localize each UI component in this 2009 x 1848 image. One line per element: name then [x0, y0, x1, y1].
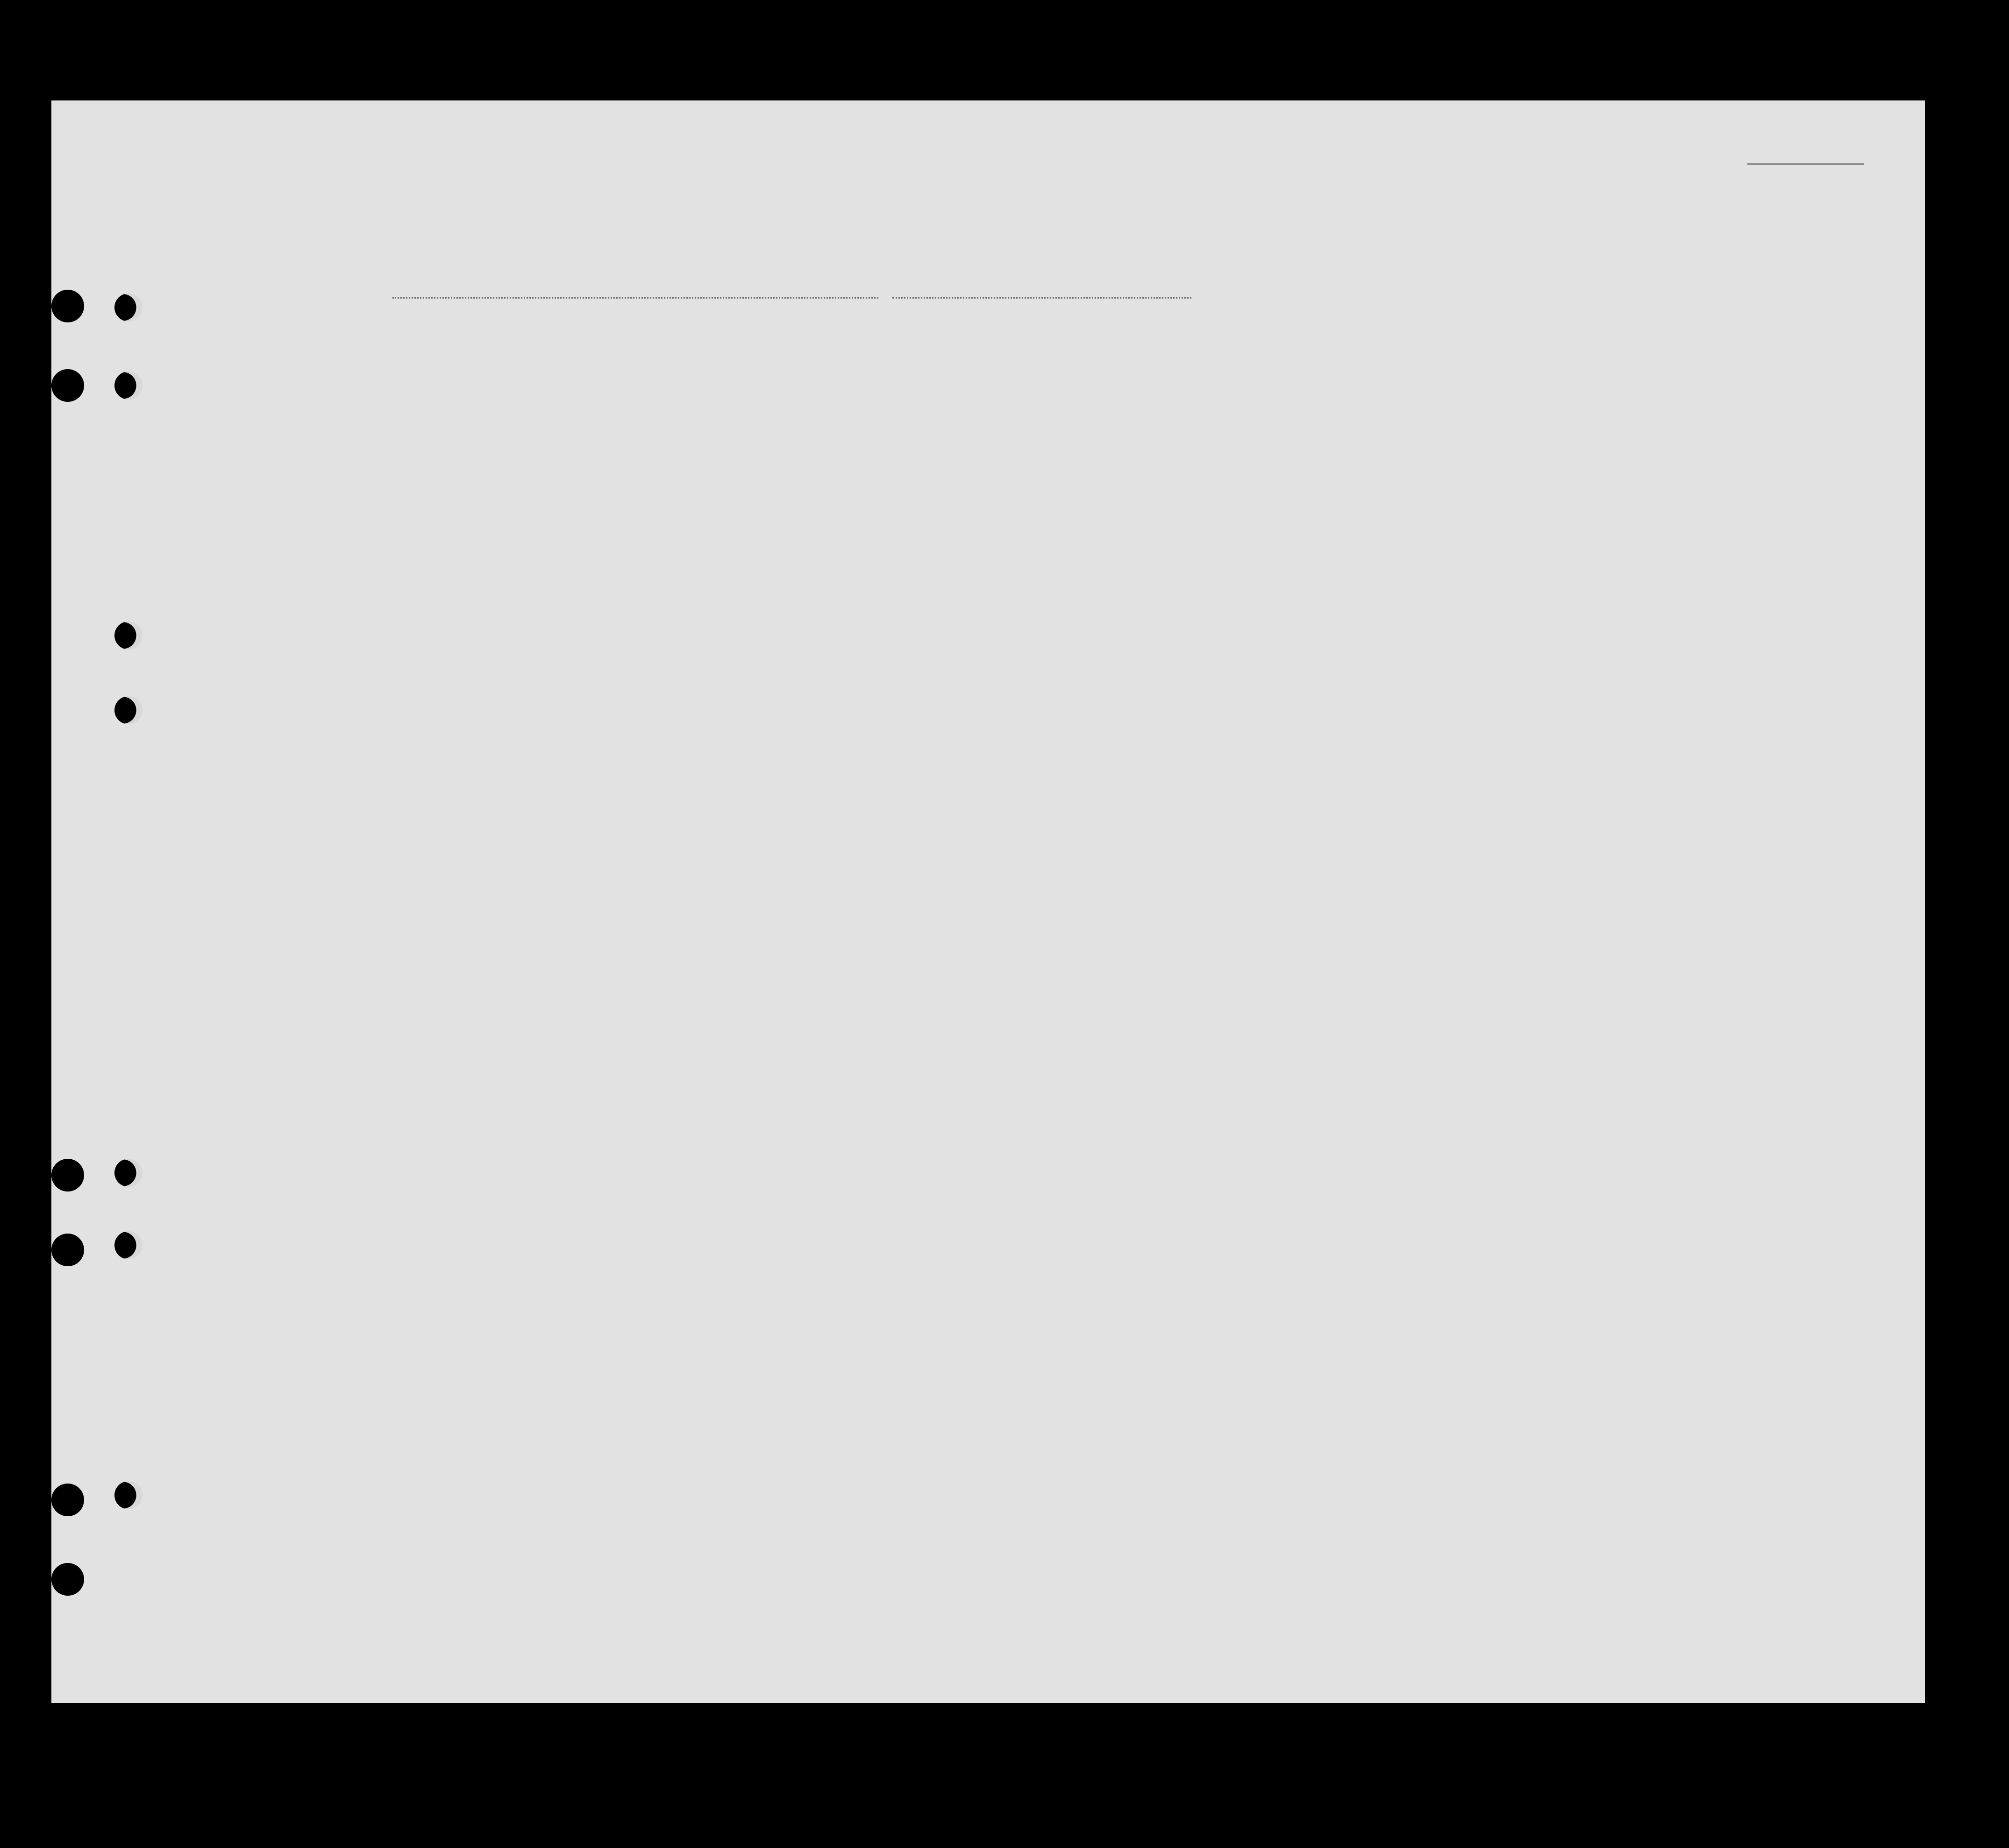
header-q29: [1417, 360, 1454, 481]
header-anarchist: [1346, 360, 1368, 481]
header-money: [736, 357, 764, 481]
header-q28: [1370, 360, 1415, 481]
header-citizen: [1238, 374, 1282, 481]
header-length-of-stay: [1187, 374, 1231, 481]
header-inches: [1633, 416, 1652, 479]
header-prison: [1289, 360, 1321, 481]
header-feet: [1613, 416, 1631, 479]
header-q30: [1457, 360, 1494, 481]
header-polygamist: [1323, 360, 1345, 481]
header-ticket: [621, 362, 645, 479]
header-return: [1145, 374, 1180, 481]
